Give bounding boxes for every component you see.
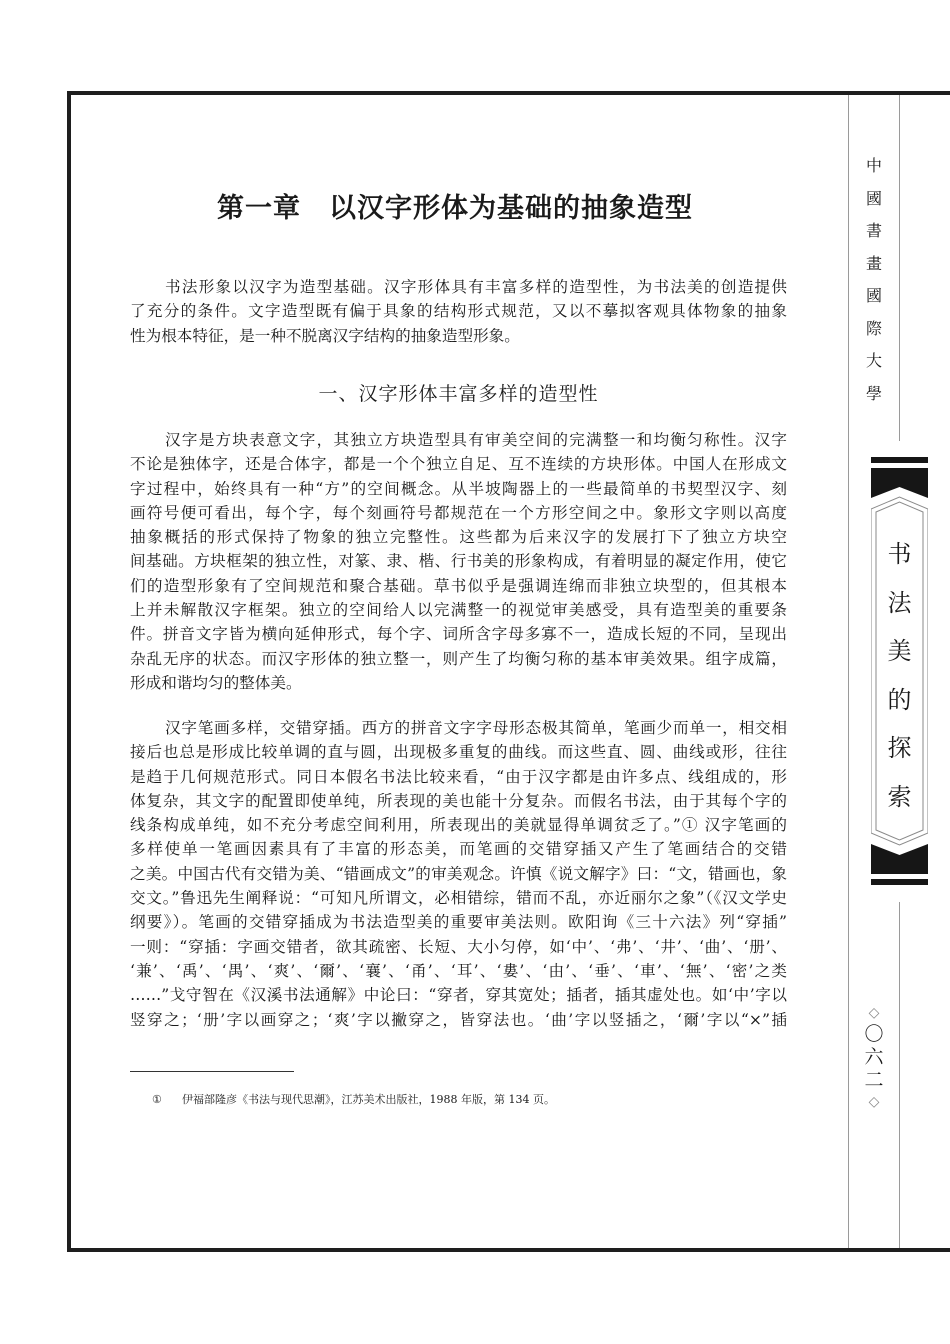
- footnote-marker: ①: [152, 1093, 162, 1106]
- text-line: 不论是独体字，还是合体字，都是一个个独立自足、互不连续的方块形体。中国人在形成文: [130, 455, 787, 474]
- text-line: 接后也总是形成比较单调的直与圆，出现极多重复的曲线。而这些直、圆、曲线或形，往往: [130, 743, 787, 762]
- page-frame-top: [67, 91, 950, 95]
- intro-paragraph: [130, 275, 787, 348]
- page-frame-left: [67, 91, 71, 1252]
- text-line: 上并未解散汉字框架。独立的空间给人以完满整一的视觉审美感受，具有造型美的重要条: [130, 601, 787, 620]
- ornament-bottom-bar: [871, 879, 928, 885]
- sidebar-rule-left: [848, 95, 849, 1248]
- text-line: 了充分的条件。文字造型既有偏于具象的结构形式规范，又以不摹拟客观具体物象的抽象: [130, 302, 787, 321]
- sidebar-rule-right-lower: [899, 902, 900, 1248]
- university-name-char: 大: [865, 351, 882, 370]
- text-line: 抽象概括的形式保持了物象的独立完整性。这些都为后来汉字的发展打下了独立方块空: [130, 528, 787, 547]
- book-title-vertical: [871, 530, 928, 821]
- footnote: [152, 1091, 555, 1107]
- text-line: 线条构成单纯，如不充分考虑空间利用，所表现出的美就显得单调贫乏了。”① 汉字笔画的: [130, 816, 787, 835]
- text-line: 杂乱无序的状态。而汉字形体的独立整一，则产生了均衡匀称的基本审美效果。组字成篇，: [130, 649, 787, 668]
- sidebar-rule-right-upper: [899, 95, 900, 441]
- text-line: 多样使单一笔画因素具有了丰富的形态美，而笔画的交错穿插又产生了笔画结合的交错: [130, 840, 787, 859]
- text-line: 汉字笔画多样，交错穿插。西方的拼音文字字母形态极其简单，笔画少而单一，相交相: [165, 719, 787, 737]
- text-line: 纲要》）。笔画的交错穿插成为书法造型美的重要审美法则。欧阳询《三十六法》列“穿插”: [130, 913, 787, 932]
- university-name-char: 中: [865, 156, 882, 175]
- text-line: 一则：“穿插：字画交错者，欲其疏密、长短、大小匀停，如‘中’、‘弗’、‘井’、‘曲’、‘册’、: [130, 937, 787, 956]
- university-name-char: 國: [865, 286, 882, 305]
- text-line: ……”戈守智在《汉溪书法通解》中论曰：“穿者，穿其宽处；插者，插其虚处也。如‘中’字以: [130, 986, 787, 1005]
- text-line: 间基础。方块框架的独立性，对篆、隶、楷、行书美的形象构成，有着明显的凝定作用，使它: [130, 552, 787, 571]
- diamond-icon: ◇: [868, 1005, 880, 1021]
- text-line: 们的造型形象有了空间规范和聚合基础。草书似乎是强调连绵而非独立块型的，但其根本: [130, 576, 787, 595]
- page-number-digit: 二: [864, 1069, 884, 1091]
- text-line: 是趋于几何规范形式。同日本假名书法比较来看，“由于汉字都是由许多点、线组成的，形: [130, 767, 787, 786]
- text-line: 之美。中国古代有交错为美、“错画成文”的审美观念。许慎《说文解字》曰：“文，错画也，象: [130, 864, 787, 883]
- text-line: 汉字是方块表意文字，其独立方块造型具有审美空间的完满整一和均衡匀称性。汉字: [165, 431, 787, 449]
- footnote-text: 伊福部隆彦《书法与现代思潮》，江苏美术出版社，1988 年版，第 134 页。: [182, 1093, 555, 1106]
- book-title-char: 法: [887, 588, 912, 617]
- text-line: 书法形象以汉字为造型基础。汉字形体具有丰富多样的造型性，为书法美的创造提供: [165, 278, 787, 296]
- text-line: 体复杂，其文字的配置即使单纯，所表现的美也能十分复杂。而假名书法，由于其每个字的: [130, 791, 787, 810]
- body-paragraph-1: [130, 428, 787, 695]
- section-title: 一、汉字形体丰富多样的造型性: [318, 383, 599, 405]
- book-title-char: 的: [887, 685, 912, 714]
- page-number: [860, 1003, 888, 1112]
- text-line: 竖穿之；‘册’字以画穿之；‘爽’字以撇穿之，皆穿法也。‘曲’字以竖插之，‘爾’字以“×”插: [130, 1010, 787, 1029]
- text-line: 性为根本特征，是一种不脱离汉字结构的抽象造型形象。: [130, 326, 520, 345]
- ornament-top-block: [871, 468, 928, 498]
- ornament-bottom-block: [871, 844, 928, 874]
- text-line: 件。拼音文字皆为横向延伸形式，每个字、词所含字母多寡不一，造成长短的不同，呈现出: [130, 625, 787, 644]
- chapter-title: 第一章 以汉字形体为基础的抽象造型: [217, 193, 693, 224]
- footnote-divider: [130, 1071, 294, 1072]
- page-number-digit: 六: [864, 1046, 884, 1068]
- university-name-char: 書: [865, 221, 882, 240]
- text-line: 交文。”鲁迅先生阐释说：“可知凡所谓文，必相错综，错而不乱，亦近丽尔之象”（《汉文学史: [130, 889, 787, 908]
- diamond-icon: ◇: [868, 1094, 880, 1110]
- university-name-char: 畫: [865, 253, 882, 273]
- text-line: 画符号便可看出，每个字，每个刻画符号都规范在一个方形空间之中。象形文字则以高度: [130, 503, 787, 522]
- university-name-char: 國: [865, 188, 882, 208]
- university-name-char: 際: [865, 318, 882, 338]
- ornament-top-bar: [871, 457, 928, 463]
- university-name-char: 學: [865, 383, 882, 403]
- book-title-char: 书: [887, 540, 912, 568]
- book-title-char: 索: [887, 782, 912, 811]
- body-paragraph-2: [130, 716, 787, 1032]
- page-number-digit: 〇: [864, 1023, 884, 1045]
- book-title-char: 探: [887, 734, 912, 762]
- text-line: 字过程中，始终具有一种“方”的空间概念。从半坡陶器上的一些最简单的书契型汉字、刻: [130, 479, 787, 498]
- page-frame-bottom: [67, 1248, 950, 1252]
- book-title-char: 美: [887, 637, 912, 665]
- text-line: 形成和谐均匀的整体美。: [130, 673, 302, 692]
- university-name-vertical: [860, 150, 888, 410]
- text-line: ‘兼’、‘禹’、‘禺’、‘爽’、‘爾’、‘襄’、‘甬’、‘耳’、‘婁’、‘由’、‘垂’、‘車’、‘無’、‘密’之类: [130, 961, 787, 980]
